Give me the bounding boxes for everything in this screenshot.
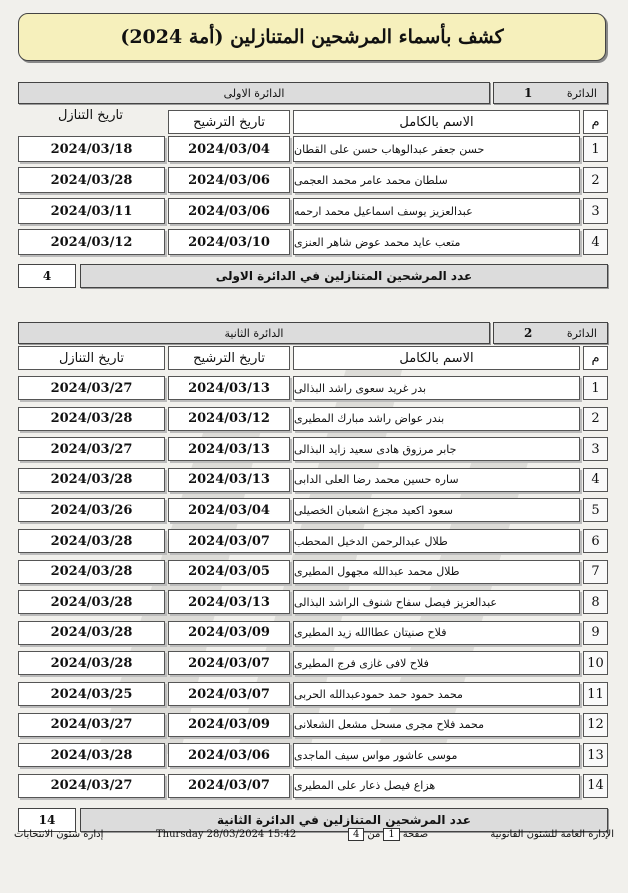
col-header-name: الاسم بالكامل xyxy=(293,346,580,370)
district-label: الدائرة 1 xyxy=(493,82,608,104)
candidate-name: محمد حمود حمد حمودعبدالله الحربى xyxy=(293,682,580,706)
district-total-count: 14 xyxy=(18,808,76,832)
row-number: 11 xyxy=(583,682,608,706)
nomination-date: 2024/03/06 xyxy=(168,743,290,767)
table-row xyxy=(18,198,608,222)
table-row xyxy=(18,407,608,429)
table-row xyxy=(18,167,608,191)
candidate-name: عبدالعزيز فيصل سفاح شنوف الراشد البذالى xyxy=(293,590,580,614)
table-row xyxy=(18,682,608,704)
candidate-name: موسى عاشور مواس سيف الماجدى xyxy=(293,743,580,767)
nomination-date: 2024/03/13 xyxy=(168,590,290,614)
district-number: 2 xyxy=(524,326,533,340)
candidate-name: سلطان محمد عامر محمد العجمى xyxy=(293,167,580,193)
candidate-name: ساره حسين محمد رضا العلى الدابى xyxy=(293,468,580,492)
nomination-date: 2024/03/04 xyxy=(168,136,290,162)
district-header xyxy=(18,82,608,102)
nomination-date: 2024/03/06 xyxy=(168,167,290,193)
withdrawal-date: 2024/03/27 xyxy=(18,713,165,737)
withdrawal-date: 2024/03/25 xyxy=(18,682,165,706)
table-row xyxy=(18,229,608,253)
candidate-name: بدر غريد سعوى راشد البذالى xyxy=(293,376,580,400)
footer-datetime: Thursday 28/03/2024 15:42 xyxy=(156,828,297,840)
page-total: 4 xyxy=(348,828,364,841)
district-total-label: عدد المرشحين المتنازلين في الدائرة الاولى xyxy=(80,264,608,288)
row-number: 3 xyxy=(583,437,608,461)
footer-department-left: إدارة شئون الانتخابات xyxy=(14,828,104,840)
col-header-nomination: تاريخ الترشيح xyxy=(168,110,290,134)
district-label: الدائرة 2 xyxy=(493,322,608,344)
candidate-name: هزاع فيصل ذعار على المطيرى xyxy=(293,774,580,798)
row-number: 10 xyxy=(583,651,608,675)
nomination-date: 2024/03/07 xyxy=(168,651,290,675)
table-row xyxy=(18,743,608,765)
col-header-m: م xyxy=(583,110,608,134)
district-total-count: 4 xyxy=(18,264,76,288)
nomination-date: 2024/03/13 xyxy=(168,437,290,461)
withdrawal-date: 2024/03/11 xyxy=(18,198,165,224)
withdrawal-date: 2024/03/18 xyxy=(18,136,165,162)
withdrawal-date: 2024/03/27 xyxy=(18,774,165,798)
row-number: 6 xyxy=(583,529,608,553)
row-number: 1 xyxy=(583,136,608,162)
candidate-name: فلاح صنيتان عطاالله زيد المطيرى xyxy=(293,621,580,645)
withdrawal-date: 2024/03/27 xyxy=(18,437,165,461)
footer-department-right: الإدارة العامة للشئون القانونية xyxy=(490,828,614,840)
table-row xyxy=(18,651,608,673)
nomination-date: 2024/03/09 xyxy=(168,621,290,645)
nomination-date: 2024/03/07 xyxy=(168,529,290,553)
row-number: 8 xyxy=(583,590,608,614)
withdrawal-date: 2024/03/27 xyxy=(18,376,165,400)
table-row xyxy=(18,590,608,612)
row-number: 1 xyxy=(583,376,608,400)
page-footer xyxy=(0,825,628,845)
withdrawal-date: 2024/03/28 xyxy=(18,167,165,193)
district-header xyxy=(18,322,608,342)
candidate-name: جابر مرزوق هادى سعيد زايد البذالى xyxy=(293,437,580,461)
district-number: 1 xyxy=(524,86,533,100)
nomination-date: 2024/03/06 xyxy=(168,198,290,224)
col-header-name: الاسم بالكامل xyxy=(293,110,580,134)
document-title: كشف بأسماء المرشحين المتنازلين (أمة 2024) xyxy=(120,26,504,48)
withdrawal-date: 2024/03/28 xyxy=(18,651,165,675)
withdrawal-date: 2024/03/28 xyxy=(18,590,165,614)
candidate-name: محمد فلاح مجرى مسحل مشعل الشعلانى xyxy=(293,713,580,737)
nomination-date: 2024/03/07 xyxy=(168,774,290,798)
row-number: 7 xyxy=(583,560,608,584)
col-header-withdrawal: تاريخ التنازل xyxy=(57,107,124,123)
candidate-name: فلاح لافى غازى فرج المطيرى xyxy=(293,651,580,675)
table-row xyxy=(18,621,608,643)
withdrawal-date: 2024/03/28 xyxy=(18,743,165,767)
row-number: 2 xyxy=(583,407,608,431)
candidate-name: طلال محمد عبدالله مجهول المطيرى xyxy=(293,560,580,584)
col-header-m: م xyxy=(583,346,608,370)
table-row xyxy=(18,437,608,459)
nomination-date: 2024/03/04 xyxy=(168,498,290,522)
col-header-withdrawal: تاريخ التنازل xyxy=(18,346,165,370)
withdrawal-date: 2024/03/12 xyxy=(18,229,165,255)
withdrawal-date: 2024/03/28 xyxy=(18,468,165,492)
withdrawal-date: 2024/03/28 xyxy=(18,621,165,645)
candidate-name: سعود اكعيد مجزع اشعبان الخصيلى xyxy=(293,498,580,522)
page-number: 1 xyxy=(383,828,399,841)
table-row xyxy=(18,774,608,796)
row-number: 12 xyxy=(583,713,608,737)
table-row xyxy=(18,498,608,520)
candidate-name: طلال عبدالرحمن الدخيل المحطب xyxy=(293,529,580,553)
nomination-date: 2024/03/10 xyxy=(168,229,290,255)
table-row xyxy=(18,136,608,160)
table-row xyxy=(18,529,608,551)
nomination-date: 2024/03/07 xyxy=(168,682,290,706)
candidate-name: عبدالعزيز يوسف اسماعيل محمد ارحمه xyxy=(293,198,580,224)
candidate-name: حسن جعفر عبدالوهاب حسن على القطان xyxy=(293,136,580,162)
withdrawal-date: 2024/03/26 xyxy=(18,498,165,522)
table-row xyxy=(18,713,608,735)
row-number: 4 xyxy=(583,229,608,255)
row-number: 13 xyxy=(583,743,608,767)
table-row xyxy=(18,468,608,490)
district-name: الدائرة الثانية xyxy=(18,322,490,344)
table-row xyxy=(18,376,608,398)
nomination-date: 2024/03/09 xyxy=(168,713,290,737)
table-row xyxy=(18,560,608,582)
col-header-nomination: تاريخ الترشيح xyxy=(168,346,290,370)
row-number: 5 xyxy=(583,498,608,522)
candidate-name: بندر عواض راشد مبارك المطيرى xyxy=(293,407,580,431)
document-title-box xyxy=(18,13,606,61)
row-number: 14 xyxy=(583,774,608,798)
nomination-date: 2024/03/13 xyxy=(168,376,290,400)
nomination-date: 2024/03/13 xyxy=(168,468,290,492)
row-number: 3 xyxy=(583,198,608,224)
row-number: 9 xyxy=(583,621,608,645)
withdrawal-date: 2024/03/28 xyxy=(18,407,165,431)
district-name: الدائرة الاولى xyxy=(18,82,490,104)
row-number: 4 xyxy=(583,468,608,492)
withdrawal-date: 2024/03/28 xyxy=(18,529,165,553)
candidate-name: متعب عايد محمد عوض شاهر العنزى xyxy=(293,229,580,255)
row-number: 2 xyxy=(583,167,608,193)
withdrawal-date: 2024/03/28 xyxy=(18,560,165,584)
page-indicator: صفحة 1 من 4 xyxy=(345,825,428,843)
nomination-date: 2024/03/05 xyxy=(168,560,290,584)
district-total-label: عدد المرشحين المتنازلين في الدائرة الثانية xyxy=(80,808,608,832)
nomination-date: 2024/03/12 xyxy=(168,407,290,431)
